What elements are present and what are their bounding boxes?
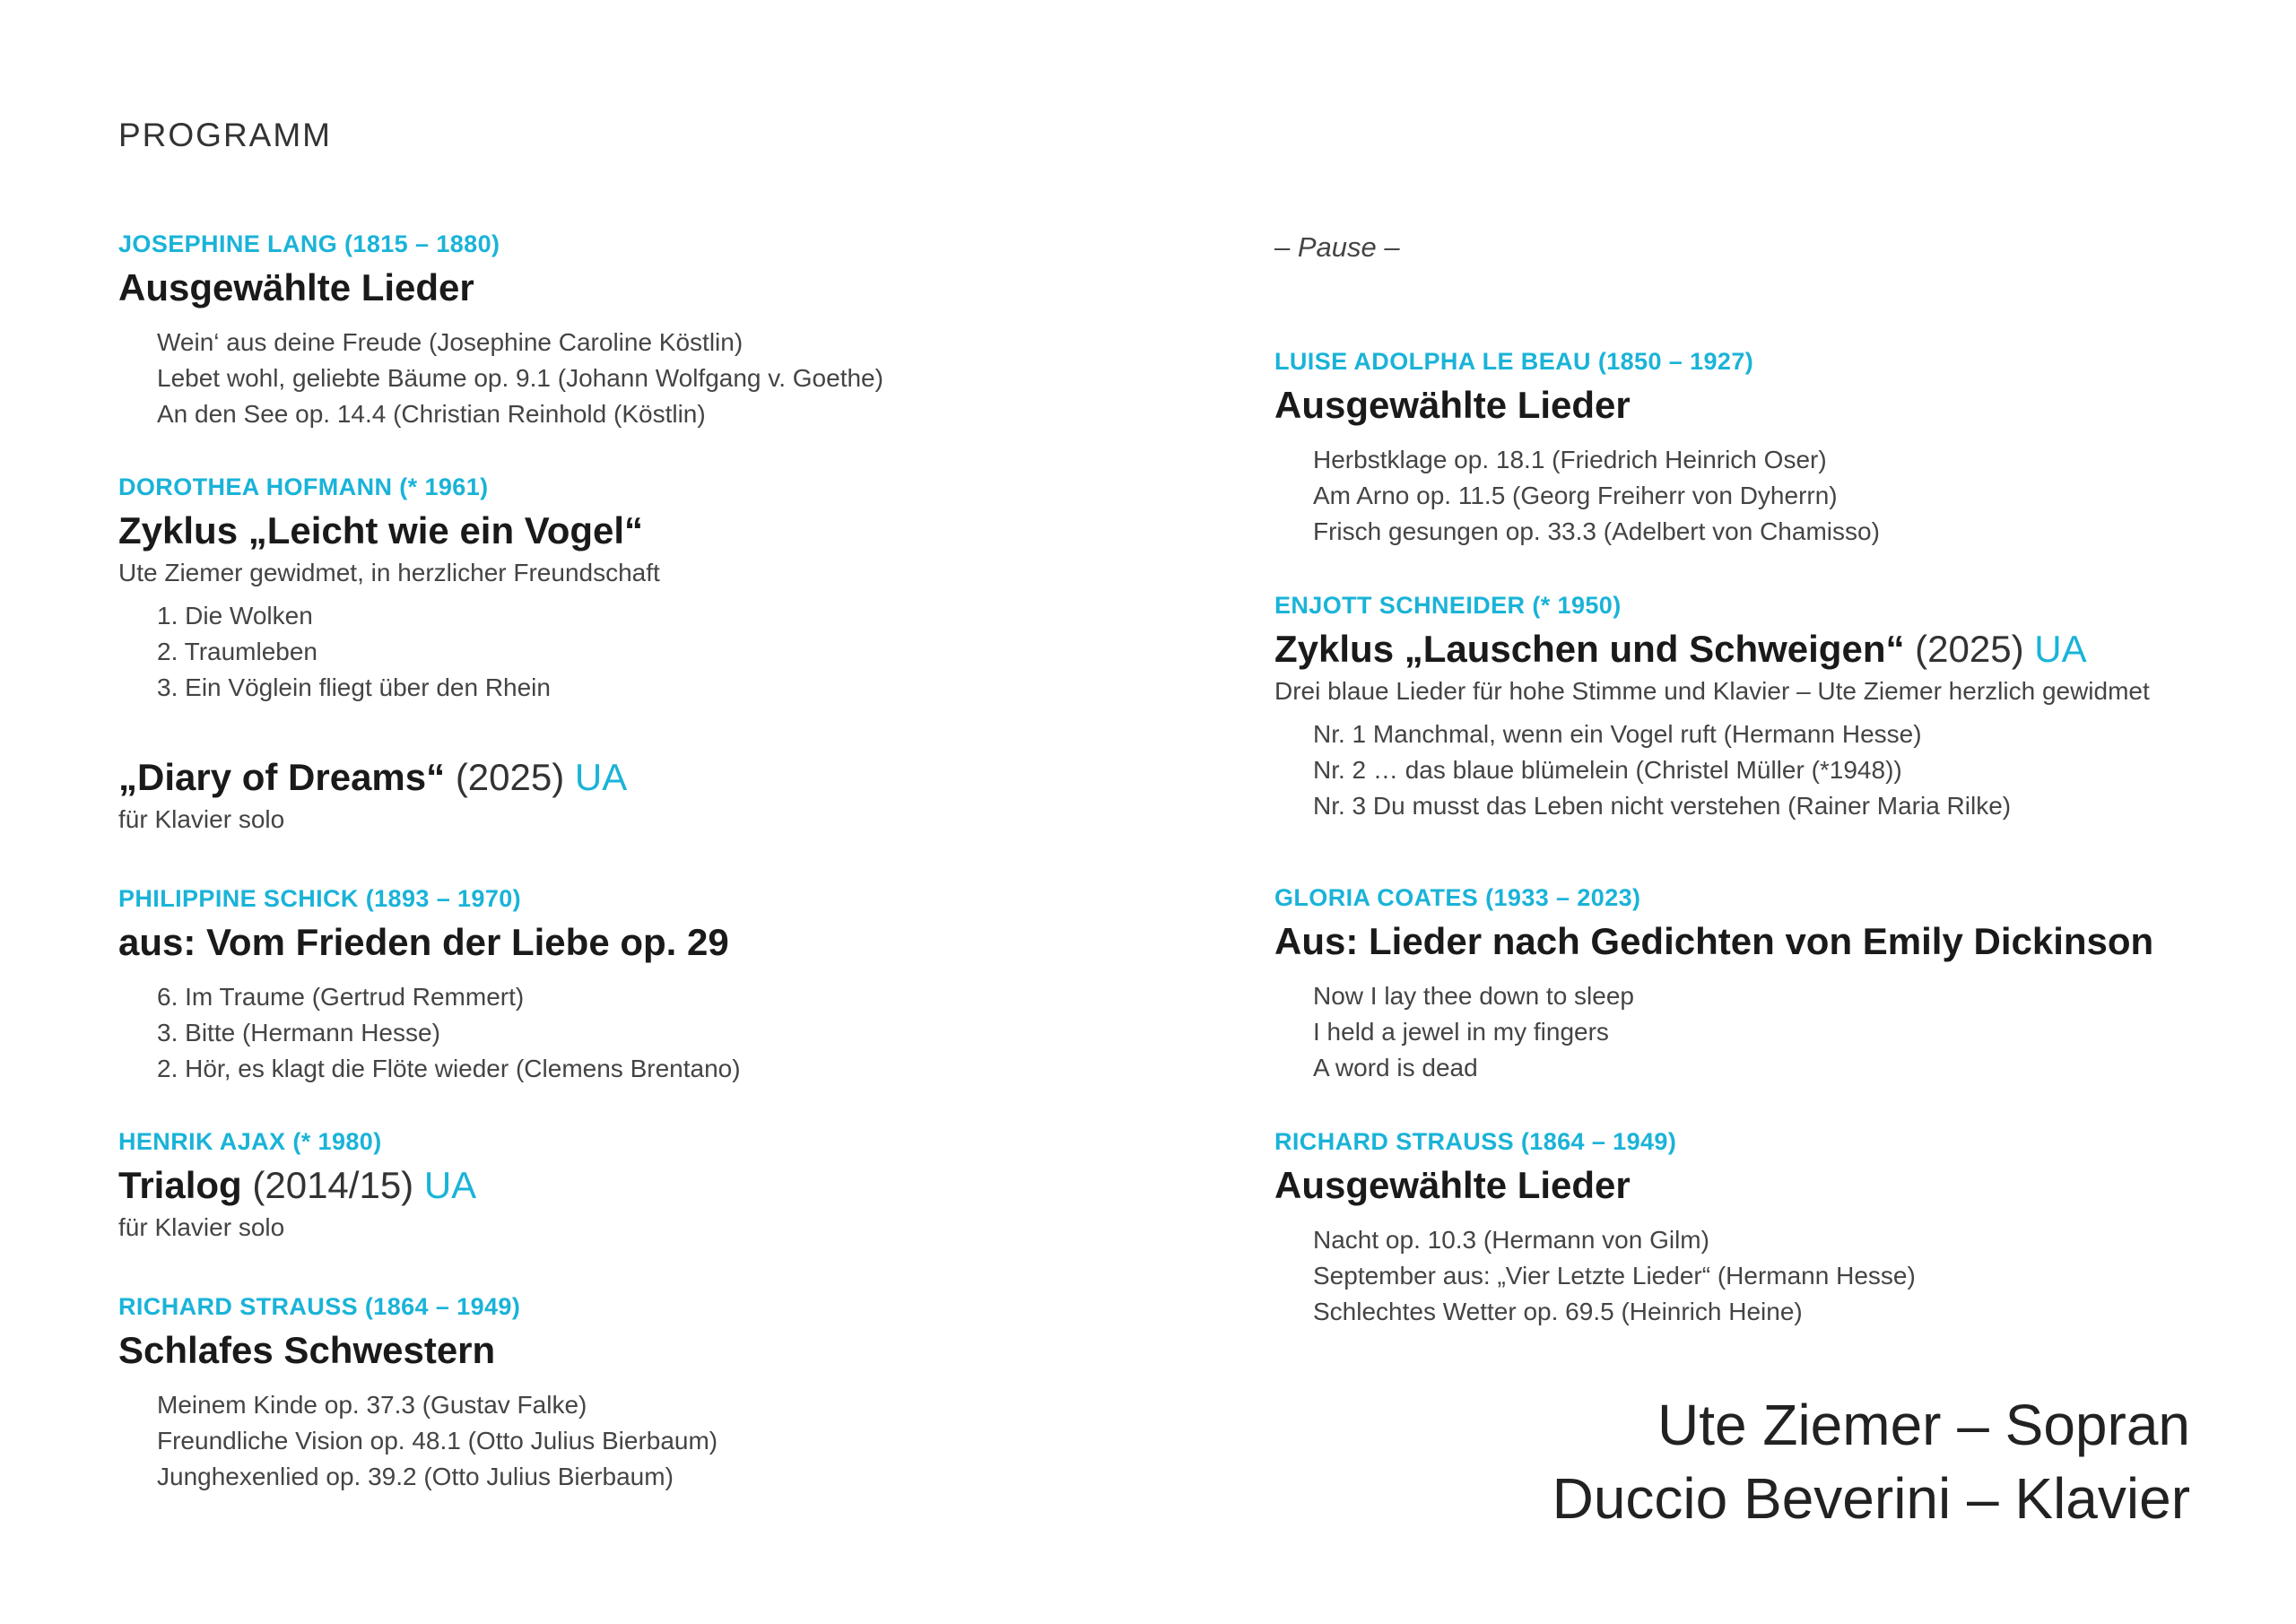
composer-name: PHILIPPINE SCHICK (1893 – 1970) xyxy=(118,885,522,912)
song-list xyxy=(118,598,1239,706)
work-subtitle: Drei blaue Lieder für hohe Stimme und Klavier – Ute Ziemer herzlich gewidmet xyxy=(1274,677,2150,705)
song-text: Bitte (Hermann Hesse) xyxy=(185,1019,440,1046)
song-item xyxy=(1313,716,2207,752)
work-subtitle: für Klavier solo xyxy=(118,805,285,833)
song-item: Lebet wohl, geliebte Bäume op. 9.1 (Johann Wolfgang v. Goethe) xyxy=(157,364,883,392)
song-text: Hör, es klagt die Flöte wieder (Clemens Brentano) xyxy=(185,1055,741,1082)
composer-name: JOSEPHINE LANG (1815 – 1880) xyxy=(118,230,500,257)
song-item: A word is dead xyxy=(1313,1054,1478,1081)
song-item: Now I lay thee down to sleep xyxy=(1313,982,1634,1010)
program-section-coates xyxy=(1274,880,2207,1086)
song-list xyxy=(1274,978,2207,1086)
song-text: … das blaue blümelein (Christel Müller (*1948)) xyxy=(1372,756,1902,784)
song-item xyxy=(157,670,1239,706)
song-item: Am Arno op. 11.5 (Georg Freiherr von Dyherrn) xyxy=(1313,482,1838,509)
work-title-text: Zyklus „Lauschen und Schweigen“ xyxy=(1274,628,1905,670)
work-title: Ausgewählte Lieder xyxy=(1274,384,1631,426)
song-list xyxy=(1274,716,2207,824)
program-left-column xyxy=(118,226,1239,1495)
ua-badge: UA xyxy=(423,1164,477,1206)
song-number: 3. xyxy=(157,673,178,701)
song-text: Im Traume (Gertrud Remmert) xyxy=(185,983,525,1011)
song-text: Manchmal, wenn ein Vogel ruft (Hermann Hesse) xyxy=(1372,720,1922,748)
program-section-le-beau xyxy=(1274,343,2207,550)
work-year: (2025) xyxy=(1915,628,2024,670)
work-title: Aus: Lieder nach Gedichten von Emily Dickinson xyxy=(1274,920,2154,962)
composer-name: DOROTHEA HOFMANN (* 1961) xyxy=(118,473,489,500)
song-item xyxy=(157,979,1239,1015)
song-list xyxy=(118,979,1239,1087)
program-section-lang xyxy=(118,226,1239,432)
ua-badge: UA xyxy=(2034,628,2087,670)
composer-name: HENRIK AJAX (* 1980) xyxy=(118,1128,382,1155)
song-number: Nr. 1 xyxy=(1313,720,1367,748)
song-item xyxy=(157,598,1239,634)
song-number: 3. xyxy=(157,1019,178,1046)
work-title xyxy=(118,1159,1239,1211)
performer-piano: Duccio Beverini – Klavier xyxy=(1552,1466,2190,1531)
work-year: (2025) xyxy=(455,756,565,798)
program-section-schneider xyxy=(1274,587,2207,824)
work-title xyxy=(118,751,1239,803)
program-right-column xyxy=(1274,226,2207,1330)
work-subtitle: Ute Ziemer gewidmet, in herzlicher Freundschaft xyxy=(118,559,660,586)
song-item: Nacht op. 10.3 (Hermann von Gilm) xyxy=(1313,1226,1709,1254)
song-item: An den See op. 14.4 (Christian Reinhold (Köstlin) xyxy=(157,400,706,428)
song-item: I held a jewel in my fingers xyxy=(1313,1018,1609,1046)
song-item xyxy=(157,1051,1239,1087)
work-year: (2014/15) xyxy=(252,1164,414,1206)
composer-name: RICHARD STRAUSS (1864 – 1949) xyxy=(1274,1128,1677,1155)
song-number: Nr. 3 xyxy=(1313,792,1367,820)
song-text: Ein Vöglein fliegt über den Rhein xyxy=(185,673,551,701)
song-number: 2. xyxy=(157,638,178,665)
song-item: Wein‘ aus deine Freude (Josephine Caroline Köstlin) xyxy=(157,328,744,356)
work-title-text: „Diary of Dreams“ xyxy=(118,756,446,798)
song-item xyxy=(1313,788,2207,824)
song-number: 1. xyxy=(157,602,178,630)
work-title: Ausgewählte Lieder xyxy=(118,266,474,308)
song-number: 6. xyxy=(157,983,178,1011)
program-section-ajax xyxy=(118,1124,1239,1244)
work-title xyxy=(1274,623,2207,675)
song-number: Nr. 2 xyxy=(1313,756,1367,784)
page-heading: PROGRAMM xyxy=(118,117,332,153)
song-item: Frisch gesungen op. 33.3 (Adelbert von Chamisso) xyxy=(1313,517,1880,545)
song-text: Die Wolken xyxy=(185,602,313,630)
performers-block xyxy=(1552,1388,2190,1535)
song-list xyxy=(1274,442,2207,550)
program-section-strauss-1 xyxy=(118,1289,1239,1495)
song-item: Meinem Kinde op. 37.3 (Gustav Falke) xyxy=(157,1391,587,1419)
work-subtitle: für Klavier solo xyxy=(118,1213,285,1241)
song-item: September aus: „Vier Letzte Lieder“ (Hermann Hesse) xyxy=(1313,1262,1916,1290)
song-item: Herbstklage op. 18.1 (Friedrich Heinrich Oser) xyxy=(1313,446,1827,473)
song-number: 2. xyxy=(157,1055,178,1082)
work-title: Ausgewählte Lieder xyxy=(1274,1164,1631,1206)
song-item xyxy=(157,634,1239,670)
composer-name: RICHARD STRAUSS (1864 – 1949) xyxy=(118,1293,521,1320)
song-item: Schlechtes Wetter op. 69.5 (Heinrich Heine) xyxy=(1313,1298,1803,1325)
program-section-diary-of-dreams xyxy=(118,751,1239,836)
song-item: Freundliche Vision op. 48.1 (Otto Julius Bierbaum) xyxy=(157,1427,718,1455)
song-item xyxy=(157,1015,1239,1051)
program-section-hofmann xyxy=(118,469,1239,706)
composer-name: LUISE ADOLPHA LE BEAU (1850 – 1927) xyxy=(1274,348,1754,375)
song-text: Du musst das Leben nicht verstehen (Rainer Maria Rilke) xyxy=(1372,792,2012,820)
composer-name: GLORIA COATES (1933 – 2023) xyxy=(1274,884,1641,911)
song-list xyxy=(1274,1222,2207,1330)
intermission-label: – Pause – xyxy=(1274,231,1400,263)
program-section-strauss-2 xyxy=(1274,1124,2207,1330)
ua-badge: UA xyxy=(574,756,628,798)
composer-name: ENJOTT SCHNEIDER (* 1950) xyxy=(1274,592,1622,619)
song-item: Junghexenlied op. 39.2 (Otto Julius Bierbaum) xyxy=(157,1463,674,1490)
work-title-text: Trialog xyxy=(118,1164,242,1206)
song-item xyxy=(1313,752,2207,788)
performer-soprano: Ute Ziemer – Sopran xyxy=(1657,1393,2190,1457)
program-section-schick xyxy=(118,881,1239,1087)
work-title: Schlafes Schwestern xyxy=(118,1329,496,1371)
song-list xyxy=(118,1387,1239,1495)
work-title: Zyklus „Leicht wie ein Vogel“ xyxy=(118,509,644,551)
song-text: Traumleben xyxy=(184,638,318,665)
song-list xyxy=(118,325,1239,432)
work-title: aus: Vom Frieden der Liebe op. 29 xyxy=(118,921,729,963)
